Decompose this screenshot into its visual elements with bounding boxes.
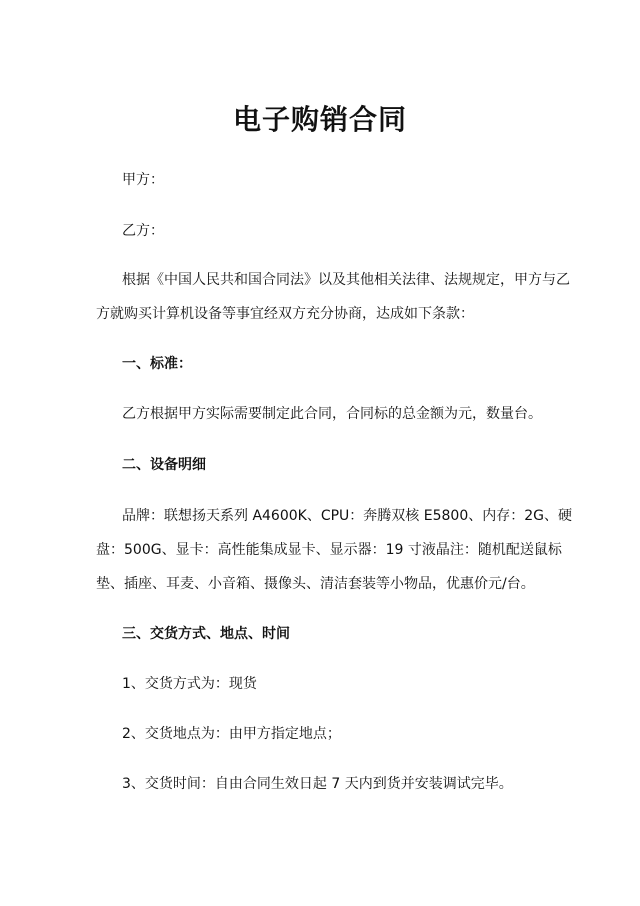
section-heading-standard: 一、标准： [122, 356, 192, 372]
section-equipment-line-2: 盘：500G、显卡：高性能集成显卡、显示器：19 寸液晶注：随机配送鼠标 [96, 542, 562, 558]
section-delivery-line-2: 2、交货地点为：由甲方指定地点； [122, 726, 341, 742]
party-b-line: 乙方： [122, 223, 164, 239]
section-equipment-line-3: 垫、插座、耳麦、小音箱、摄像头、清洁套装等小物品，优惠价元/台。 [96, 576, 535, 592]
section-heading-equipment: 二、设备明细 [122, 457, 206, 473]
section-delivery-line-1: 1、交货方式为：现货 [122, 676, 257, 692]
section-equipment-line-1: 品牌：联想扬天系列 A4600K、CPU：奔腾双核 E5800、内存：2G、硬 [122, 508, 572, 524]
intro-line-1: 根据《中国人民共和国合同法》以及其他相关法律、法规规定，甲方与乙 [122, 272, 570, 288]
document-title: 电子购销合同 [232, 103, 407, 136]
intro-line-2: 方就购买计算机设备等事宜经双方充分协商，达成如下条款： [96, 306, 474, 322]
section-delivery-line-3: 3、交货时间：自由合同生效日起 7 天内到货并安装调试完毕。 [122, 776, 513, 792]
section-standard-line-1: 乙方根据甲方实际需要制定此合同，合同标的总金额为元，数量台。 [122, 406, 542, 422]
party-a-line: 甲方： [122, 172, 164, 188]
section-heading-delivery: 三、交货方式、地点、时间 [122, 626, 290, 642]
